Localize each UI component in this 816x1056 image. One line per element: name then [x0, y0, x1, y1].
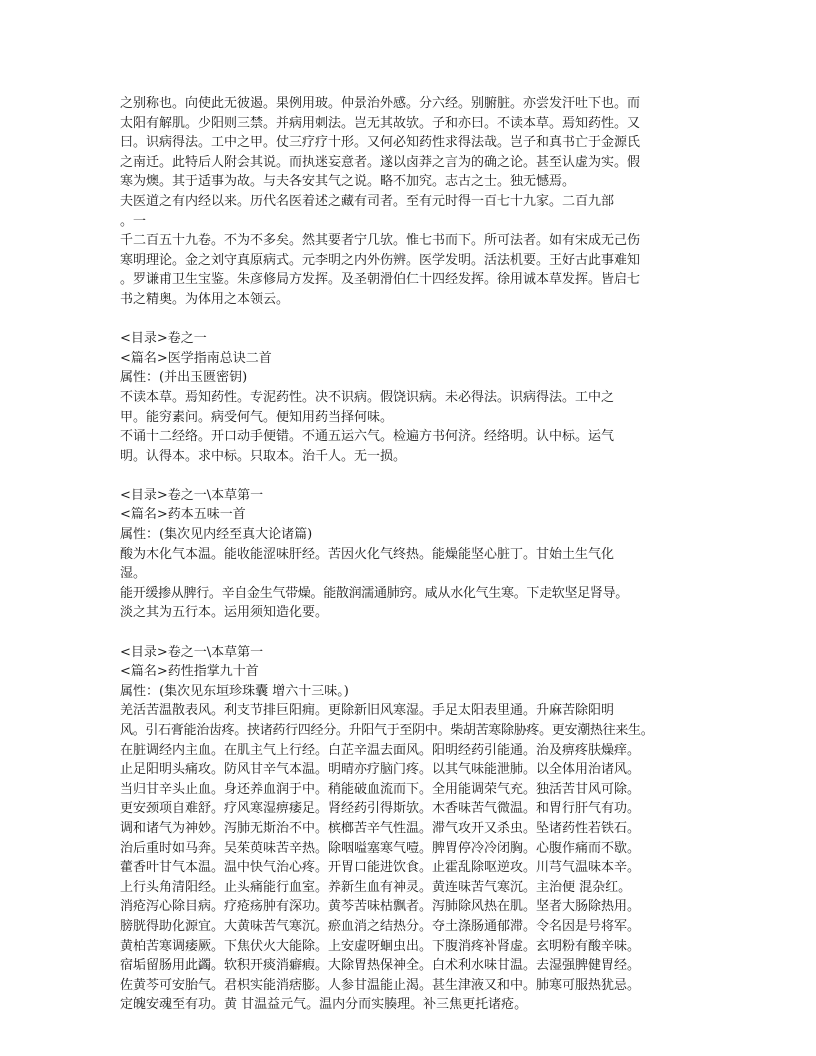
preface-line: 书之精奥。为体用之本领云。 — [120, 291, 290, 307]
section-pianming: <篇名>药本五味一首 — [120, 507, 246, 523]
preface-line: 寒明理论。金之刘守真原病式。元李明之内外伤辨。医学发明。活法机要。王好古此事难知 — [120, 252, 641, 268]
section-body-line: 风。引石膏能治齿疼。挟诸药行四经分。升阳气于至阴中。柴胡苦寒除胁疼。更安潮热往来生。 — [120, 723, 654, 738]
preface-line: 曰。识病得法。工中之甲。仗三疗疗十形。又何必知药性求得法哉。岂子和真书亡于金源氏 — [120, 135, 641, 151]
preface-block — [120, 94, 710, 310]
section-2 — [120, 486, 710, 623]
section-3 — [120, 643, 710, 1015]
section-body-line: 甲。能穷素问。病受何气。便知用药当择何味。 — [120, 409, 394, 425]
section-shuxing: 属性：(集次见内经至真大论诸篇) — [120, 527, 313, 543]
section-1 — [120, 329, 710, 466]
section-mulu: <目录>卷之一 — [120, 331, 207, 347]
section-body-line: 佐黄芩可安胎气。君枳实能消痞膨。人参甘温能止渴。甚生津液又和中。肺寒可服热犹忌。 — [120, 977, 641, 993]
section-shuxing: 属性：(并出玉匮密钥) — [120, 370, 248, 386]
section-body-line: 羌活苦温散表风。利支节排巨阳痈。更除新旧风寒湿。手足太阳表里通。升麻苦除阳明 — [120, 703, 615, 719]
preface-line: 之南迁。此特后人附会其说。而执迷妄意者。遂以卤莽之言为的确之论。甚至认虚为实。假 — [120, 154, 641, 170]
preface-line: 太阳有解肌。少阳则三禁。并病用刺法。岂无其故欤。子和亦曰。不读本草。焉知药性。又 — [120, 115, 641, 131]
section-body-line: 定魄安魂至有功。黄 甘温益元气。温内分而实腠理。补三焦更托诸疮。 — [120, 997, 528, 1013]
section-body-line: 湿。 — [120, 566, 147, 582]
section-body-line: 宿垢留肠用此蠲。软积开痰消癖瘕。大除胃热保神全。白术利水味甘温。去湿强脾健胃经。 — [120, 958, 641, 974]
section-mulu: <目录>卷之一\本草第一 — [120, 644, 264, 660]
section-shuxing: 属性：(集次见东垣珍珠囊 增六十三味。) — [120, 683, 349, 699]
section-body-line: 黄柏苦寒调痿厥。下焦伏火大能除。上安虚呀蛔虫出。下腹消疼补肾虚。玄明粉有酸辛味。 — [120, 938, 641, 954]
section-body-line: 止足阳明头痛攻。防风甘辛气本温。明晴亦疗脑门疼。以其气味能泄肺。以全体用治诸风。 — [120, 762, 641, 778]
preface-line: 。一 — [120, 213, 147, 229]
section-body-line: 在脏调经内主血。在肌主气上行经。白芷辛温去面风。阳明经药引能通。治及痹疼肤燥痒。 — [120, 742, 641, 758]
section-mulu: <目录>卷之一\本草第一 — [120, 487, 264, 503]
preface-line: 千二百五十九卷。不为不多矣。然其要者宁几欤。惟七书而下。所可法者。如有宋成无己伤 — [120, 233, 641, 249]
section-body-line: 上行头角清阳经。止头痛能行血室。养新生血有神灵。黄连味苦气寒沉。主治便 混杂红。 — [120, 879, 632, 895]
preface-line: 之别称也。向使此无彼遏。果例用玻。仲景治外感。分六经。别腑脏。亦尝发汗吐下也。而 — [120, 96, 641, 111]
section-pianming: <篇名>药性指掌九十首 — [120, 664, 259, 680]
preface-line: 夫医道之有内经以来。历代名医着述之藏有司者。至有元时得一百七十九家。二百九部 — [120, 193, 615, 209]
document-page — [120, 94, 710, 1015]
section-body-line: 调和诸气为神妙。泻肺无斯治不中。槟榔苦辛气性温。滞气攻开又杀虫。坠诸药性若铁石。 — [120, 820, 641, 836]
section-body-line: 治后重时如马奔。吴茱萸味苦辛热。除咽嗌塞寒气噎。脾胃停冷冷闭胸。心腹作痛而不歇。 — [120, 840, 641, 856]
preface-line: 寒为燠。其于适事为故。与夫各安其气之说。略不加究。志古之士。独无憾焉。 — [120, 174, 576, 190]
section-pianming: <篇名>医学指南总诀二首 — [120, 350, 272, 366]
section-body-line: 酸为木化气本温。能收能涩味肝经。苦因火化气终热。能燥能坚心脏丁。甘始土生气化 — [120, 546, 615, 562]
preface-line: 。罗谦甫卫生宝鉴。朱彦修局方发挥。及圣朝滑伯仁十四经发挥。徐用诚本草发挥。皆启七 — [120, 272, 641, 288]
section-body-line: 消疮泻心除目病。疗疮疡肿有深功。黄芩苦味枯飘者。泻肺除风热在肌。坚者大肠除热用。 — [120, 899, 641, 915]
section-body-line: 膀胱得助化源宜。大黄味苦气寒沉。瘀血消之结热分。夺土涤肠通郁滞。令名因是号将军。 — [120, 918, 641, 934]
section-body-line: 明。认得本。求中标。只取本。治千人。无一损。 — [120, 448, 407, 464]
section-body-line: 不诵十二经络。开口动手便错。不通五运六气。检遍方书何济。经络明。认中标。运气 — [120, 429, 615, 445]
section-body-line: 能开缓掺从脾行。辛自金生气带燥。能散润濡通肺窍。咸从水化气生寒。下走软坚足肾导。 — [120, 585, 629, 601]
section-body-line: 淡之其为五行本。运用须知造化要。 — [120, 605, 329, 621]
section-body-line: 更安颈项自难舒。疗风寒湿痹痿足。肾经药引得斯欤。木香味苦气微温。和胃行肝气有功。 — [120, 801, 641, 817]
section-body-line: 藿香叶甘气本温。温中快气治心疼。开胃口能进饮食。止霍乱除呕逆攻。川芎气温味本辛。 — [120, 860, 641, 876]
section-body-line: 当归甘辛头止血。身还养血润于中。稍能破血流而下。全用能调荣气充。独活苦甘风可除。 — [120, 781, 641, 797]
section-body-line: 不读本草。焉知药性。专泥药性。决不识病。假饶识病。未必得法。识病得法。工中之 — [120, 389, 615, 405]
